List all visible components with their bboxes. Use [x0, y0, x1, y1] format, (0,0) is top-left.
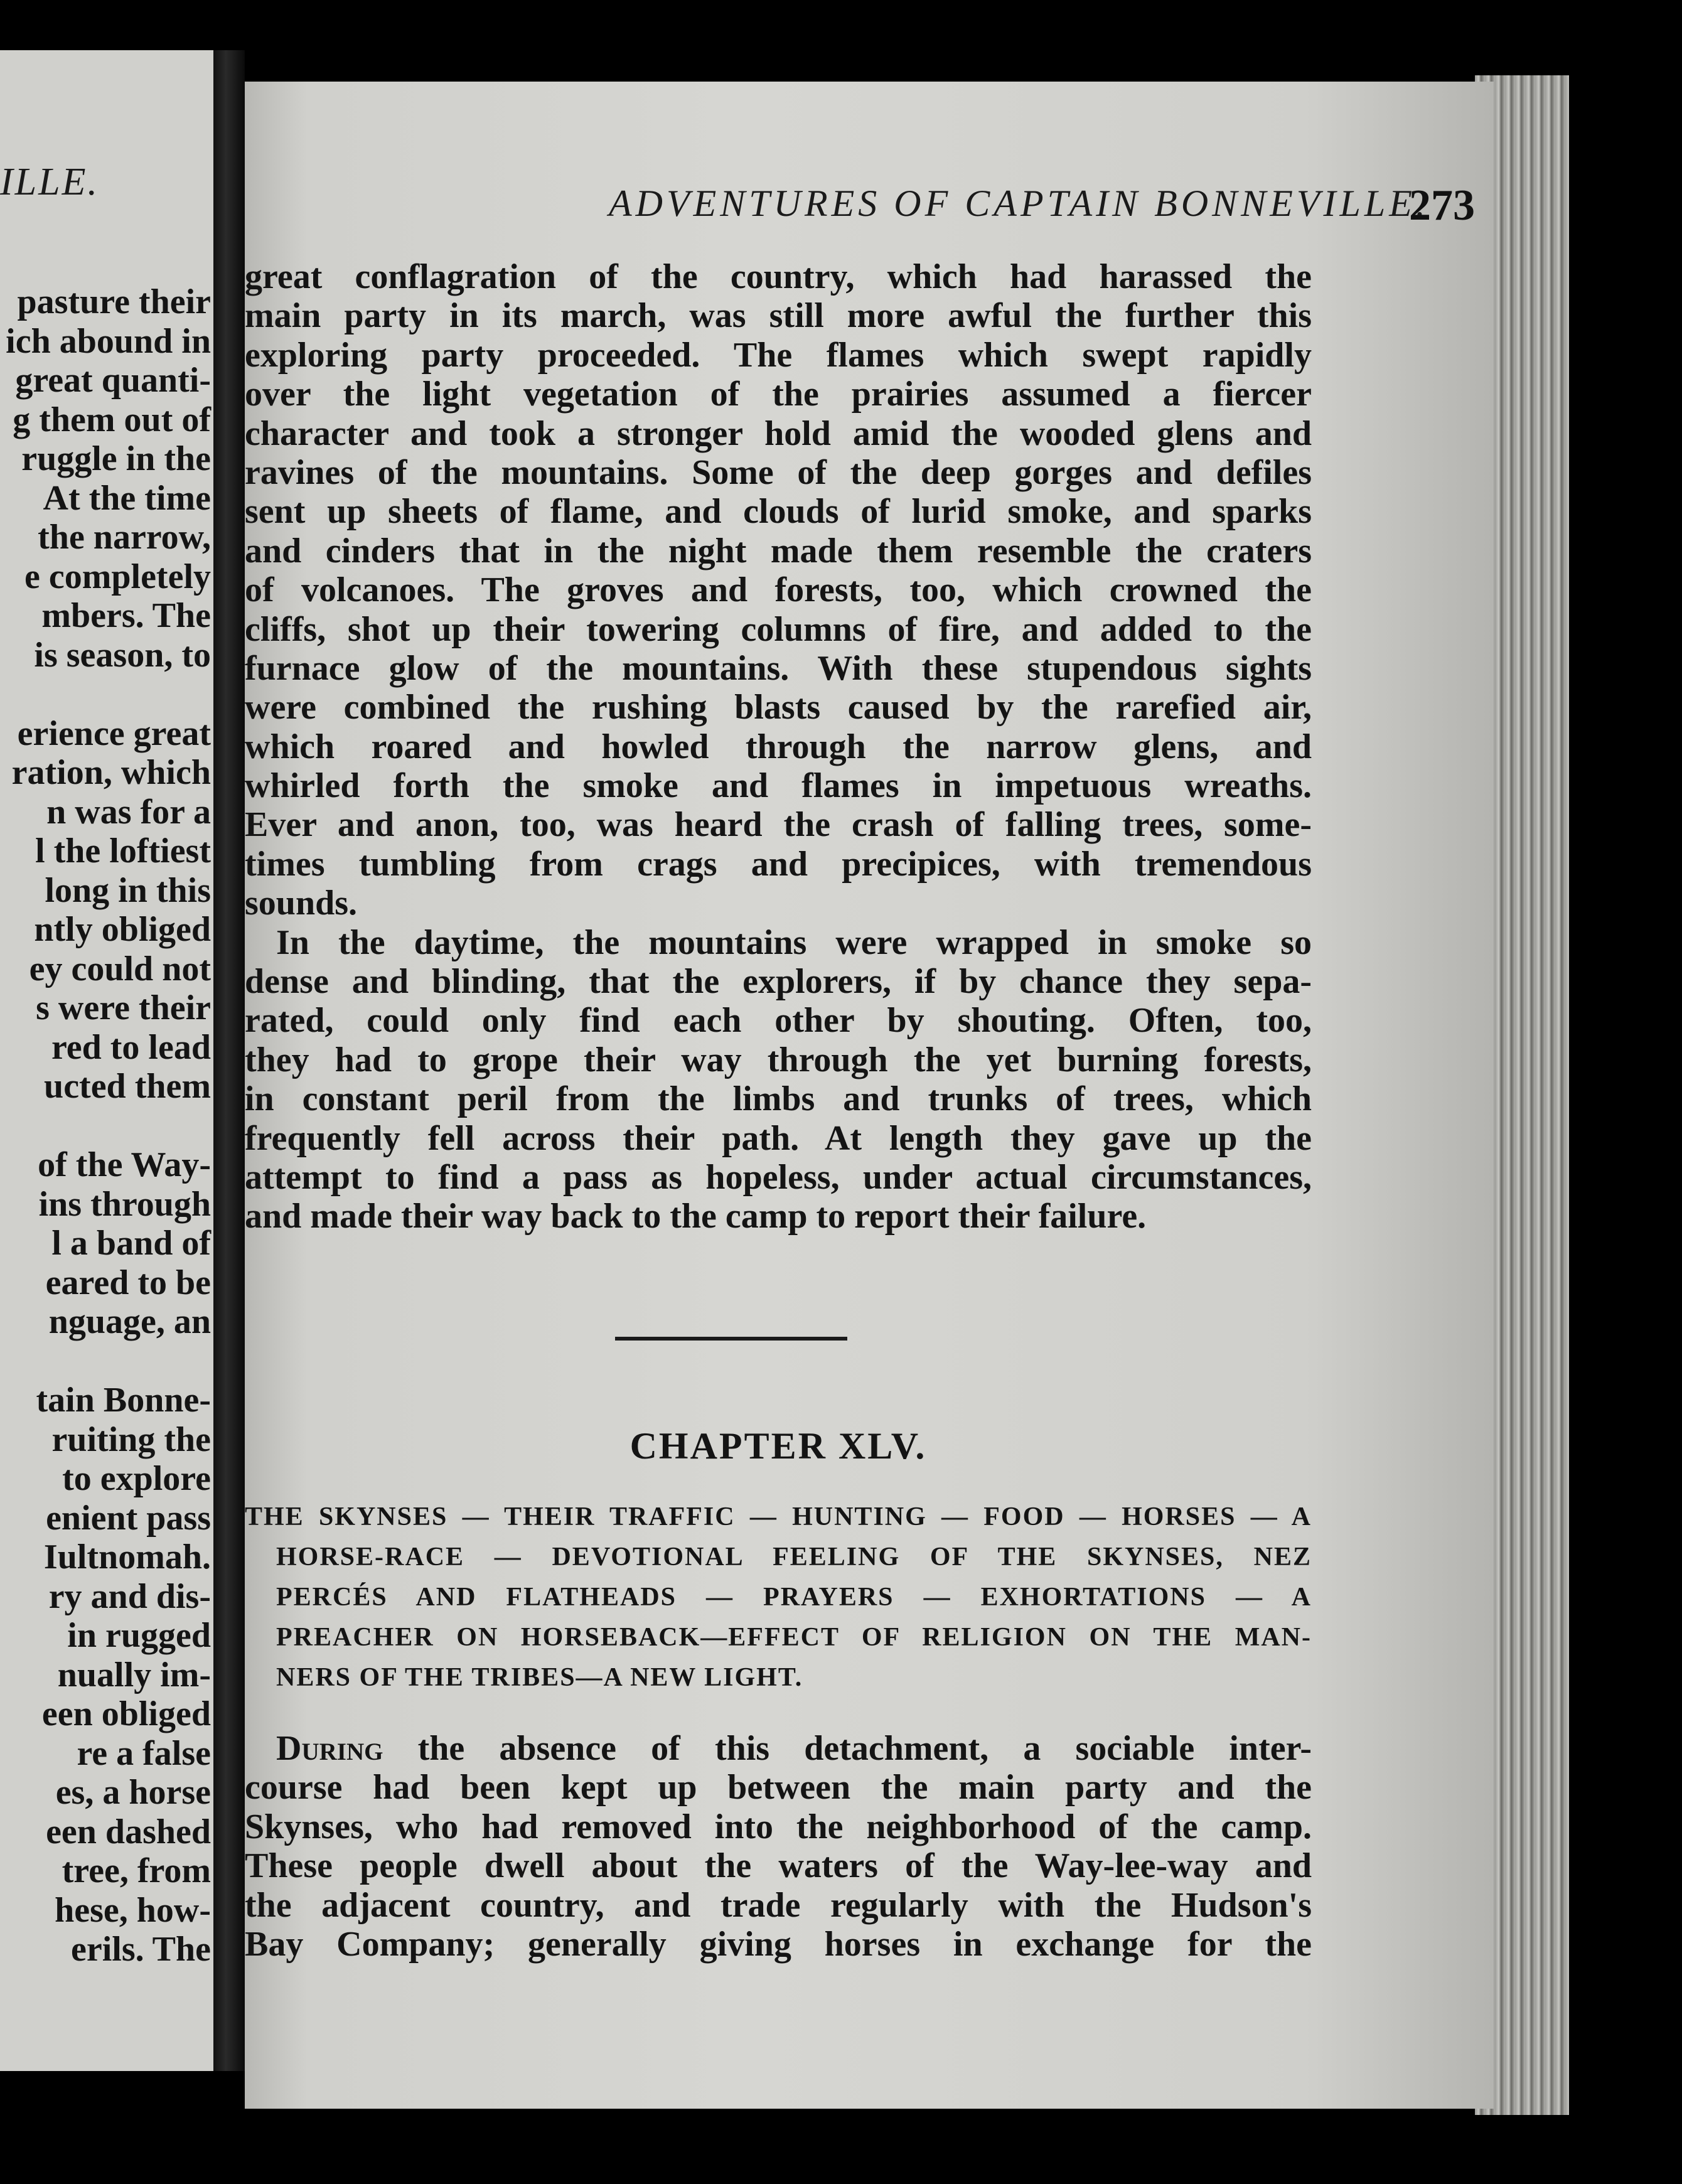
paragraph-line: exploring party proceeded. The flames which swept rapidly — [245, 335, 1312, 375]
opening-word: During — [276, 1729, 383, 1768]
running-head: ADVENTURES OF CAPTAIN BONNEVILLE. — [609, 183, 1429, 224]
paragraph-line: whirled forth the smoke and flames in impetuous wreaths. — [245, 766, 1312, 806]
left-page-line — [6, 1106, 211, 1146]
paragraph-line: times tumbling from crags and precipices, with tremendous — [245, 844, 1312, 884]
left-page-line: ey could not — [29, 949, 211, 988]
paragraph-line: ravines of the mountains. Some of the deep gorges and defiles — [245, 452, 1312, 492]
left-page-line: ich abound in — [6, 321, 211, 361]
left-page-line: At the time — [43, 478, 211, 518]
left-page-line: re a false — [77, 1733, 211, 1773]
summary-line: NERS OF THE TRIBES—A NEW LIGHT. — [276, 1663, 803, 1692]
left-page-line: eared to be — [45, 1263, 211, 1302]
paragraph-line: sounds. — [245, 884, 358, 923]
paragraph-line: over the light vegetation of the prairies assumed a fiercer — [245, 375, 1312, 414]
paragraph-line: and cinders that in the night made them resemble the craters — [245, 531, 1312, 570]
left-page-line: s were their — [36, 988, 211, 1027]
left-page-line: e completely — [24, 557, 211, 596]
left-page-line: ruiting the — [51, 1420, 211, 1459]
left-page-line: erils. The — [71, 1930, 211, 1969]
left-page-line — [6, 675, 211, 714]
left-page-line: een dashed — [46, 1812, 211, 1851]
paragraph-line: the adjacent country, and trade regularly with the Hudson's — [245, 1885, 1312, 1925]
paragraph-line: Ever and anon, too, was heard the crash of falling trees, some- — [245, 805, 1312, 845]
paragraph-line: attempt to find a pass as hopeless, under actual circumstances, — [245, 1157, 1312, 1197]
paragraph-line: course had been kept up between the main party and the — [245, 1768, 1312, 1807]
paragraph-line: cliffs, shot up their towering columns of fire, and added to the — [245, 609, 1312, 649]
left-page-line: in rugged — [67, 1616, 211, 1655]
paragraph-line: In the daytime, the mountains were wrapped in smoke so — [276, 923, 1312, 962]
left-running-head: ILLE. — [0, 161, 99, 203]
left-page — [0, 50, 213, 2071]
paragraph-line: rated, could only find each other by shouting. Often, too, — [245, 1001, 1312, 1041]
chapter-opening-paragraph — [245, 1729, 1312, 1964]
left-page-line — [6, 1342, 211, 1381]
left-page-line: ins through — [38, 1184, 211, 1224]
paragraph-line: frequently fell across their path. At length they gave up the — [245, 1118, 1312, 1158]
section-rule — [615, 1337, 847, 1341]
left-page-line: ntly obliged — [34, 910, 211, 949]
left-page-line: tree, from — [62, 1851, 211, 1890]
left-page-line: l a band of — [51, 1224, 211, 1263]
left-page-line: great quanti- — [15, 361, 211, 400]
left-page-line: ruggle in the — [21, 439, 211, 478]
left-page-line: enient pass — [46, 1498, 211, 1538]
opening-paragraph-lines — [245, 1768, 1312, 1964]
paragraph-line: Bay Company; generally giving horses in exchange for the — [245, 1924, 1312, 1964]
page-number: 273 — [1409, 181, 1475, 230]
paragraph-line: in constant peril from the limbs and trunks of trees, which — [245, 1079, 1312, 1119]
left-page-text — [6, 282, 211, 1969]
left-page-line: of the Way- — [38, 1145, 211, 1184]
summary-line: PERCÉS AND FLATHEADS — PRAYERS — EXHORTATIONS — A — [276, 1583, 1312, 1612]
left-page-line: n was for a — [46, 792, 211, 832]
paragraph-line: character and took a stronger hold amid the wooded glens and — [245, 414, 1312, 453]
paragraph-line: sent up sheets of flame, and clouds of lurid smoke, and sparks — [245, 492, 1312, 532]
paragraph-line: furnace glow of the mountains. With these stupendous sights — [245, 648, 1312, 688]
paragraph-line: great conflagration of the country, which had harassed the — [245, 257, 1312, 296]
left-page-line: long in this — [45, 870, 211, 910]
opening-line — [245, 1729, 1312, 1768]
paragraph-line: main party in its march, was still more awful the further this — [245, 296, 1312, 336]
left-page-line: erience great — [17, 714, 211, 753]
left-page-line: the narrow, — [38, 518, 211, 557]
left-page-line: tain Bonne- — [36, 1381, 211, 1420]
opening-line-rest: the absence of this detachment, a sociable inter- — [383, 1729, 1312, 1768]
left-page-line: red to lead — [51, 1027, 211, 1067]
body-text — [245, 257, 1312, 1236]
paragraph-line: dense and blinding, that the explorers, if by chance they sepa- — [245, 962, 1312, 1002]
paragraph-line: and made their way back to the camp to report their failure. — [245, 1197, 1147, 1236]
page-header — [370, 182, 1475, 232]
paragraph-line: Skynses, who had removed into the neighborhood of the camp. — [245, 1807, 1312, 1846]
left-page-line: ucted them — [44, 1067, 211, 1106]
left-page-line: een obliged — [41, 1694, 211, 1733]
left-page-line: to explore — [62, 1459, 211, 1498]
paragraph-line: they had to grope their way through the yet burning forests, — [245, 1040, 1312, 1079]
paragraph-line: which roared and howled through the narrow glens, and — [245, 727, 1312, 766]
left-page-line: es, a horse — [55, 1773, 211, 1812]
paragraph-line: were combined the rushing blasts caused by the rarefied air, — [245, 688, 1312, 727]
left-page-line: nguage, an — [48, 1302, 211, 1341]
summary-line: THE SKYNSES — THEIR TRAFFIC — HUNTING — FOOD — HORSES — A — [245, 1502, 1312, 1531]
paragraph-line: These people dwell about the waters of the Way-lee-way and — [245, 1846, 1312, 1886]
left-page-line: ry and dis- — [48, 1576, 211, 1616]
left-page-line: g them out of — [13, 400, 211, 439]
left-page-line: pasture their — [17, 282, 211, 321]
book-gutter — [213, 50, 245, 2071]
chapter-title: CHAPTER XLV. — [629, 1425, 927, 1467]
chapter-summary — [245, 1497, 1312, 1698]
left-page-line: mbers. The — [41, 596, 211, 635]
summary-line: HORSE-RACE — DEVOTIONAL FEELING OF THE SKYNSES, NEZ — [276, 1543, 1312, 1571]
left-page-line: l the loftiest — [35, 832, 211, 870]
left-page-line: nually im- — [57, 1655, 211, 1694]
left-page-line: ration, which — [11, 753, 211, 792]
summary-line: PREACHER ON HORSEBACK—EFFECT OF RELIGION ON THE MAN- — [276, 1623, 1312, 1652]
right-page — [245, 82, 1494, 2109]
paragraph-line: of volcanoes. The groves and forests, too, which crowned the — [245, 570, 1312, 610]
left-page-line: is season, to — [34, 635, 211, 675]
left-page-line: hese, how- — [55, 1890, 211, 1930]
left-page-line: Iultnomah. — [43, 1538, 211, 1576]
